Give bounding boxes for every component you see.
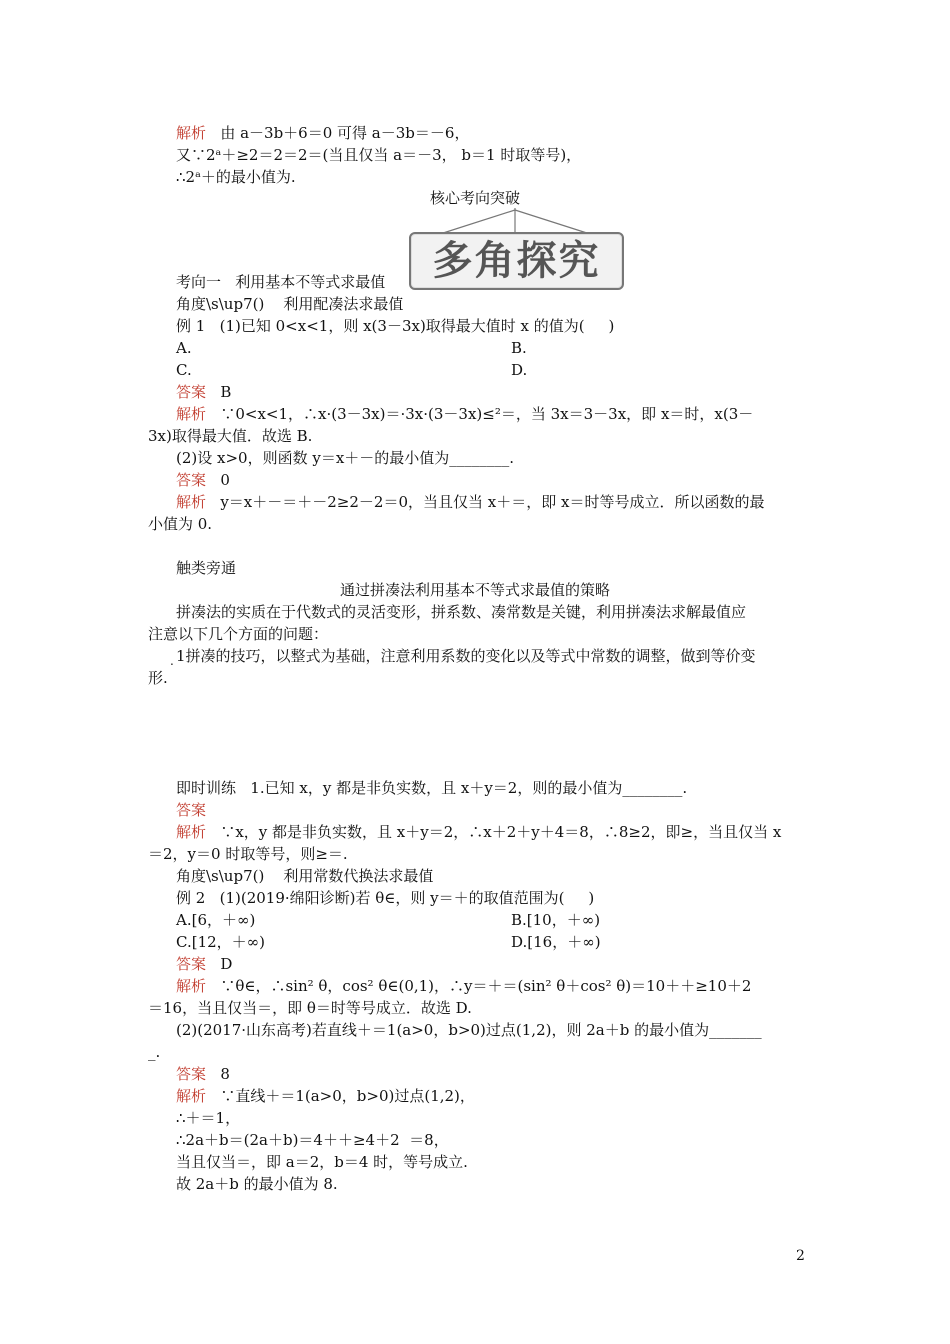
solution-line: 小值为 0.: [148, 515, 213, 533]
bullet-dot: .: [170, 654, 174, 668]
subheading: 角度\s\up7() 利用配凑法求最值: [176, 295, 404, 313]
question: _.: [148, 1043, 161, 1061]
answer-line: [176, 381, 231, 403]
strategy-text: 1拼凑的技巧，以整式为基础，注意利用系数的变化以及等式中常数的调整，做到等价变: [176, 647, 756, 665]
section-title: 核心考向突破: [429, 189, 520, 207]
solution-text: ∵x，y 都是非负实数，且 x＋y＝2，∴x＋2＋y＋4＝8，∴8≥2，即≥，当且仅当 x: [220, 823, 782, 841]
solution-line: ＝16，当且仅当＝，即 θ＝时等号成立．故选 D.: [148, 999, 472, 1017]
solution-text: y＝x＋－＝＋－2≥2－2＝0，当且仅当 x＋＝，即 x＝时等号成立．所以函数的最: [220, 493, 765, 511]
answer-value: 8: [220, 1065, 230, 1083]
answer-line: [176, 469, 230, 491]
strategy-text: 拼凑法的实质在于代数式的灵活变形，拼系数、凑常数是关键，利用拼凑法求解最值应: [176, 603, 747, 621]
example-question: 例 2 (1)(2019·绵阳诊断)若 θ∈，则 y＝＋的取值范围为( ): [176, 889, 595, 907]
banner: [409, 232, 624, 290]
solution-line: [176, 403, 753, 425]
question: (2)设 x>0，则函数 y＝x＋－的最小值为________.: [176, 449, 515, 467]
option-a: A.[6，＋∞): [176, 911, 256, 929]
example-question: 例 1 (1)已知 0<x<1，则 x(3－3x)取得最大值时 x 的值为( ): [176, 317, 615, 335]
answer-line: [176, 1063, 230, 1085]
option-c: C.[12，＋∞): [176, 933, 265, 951]
solution-line: ∴2a＋b＝(2a＋b)＝4＋＋≥4＋2 ＝8，: [176, 1131, 449, 1149]
solution-line: ∴2ᵃ＋的最小值为.: [176, 168, 296, 186]
analysis-tag: 解析: [176, 977, 207, 995]
option-b: B.: [511, 339, 527, 357]
banner-label: 多角探究: [432, 238, 601, 284]
answer-line: [176, 799, 206, 821]
solution-line: 又∵2ᵃ＋≥2＝2＝2＝(当且仅当 a＝－3， b＝1 时取等号)，: [176, 146, 582, 164]
question: (2)(2017·山东高考)若直线＋＝1(a>0，b>0)过点(1,2)，则 2a＋b 的最小值为_______: [176, 1021, 762, 1039]
option-b: B.[10，＋∞): [511, 911, 601, 929]
option-c: C.: [176, 361, 192, 379]
strategy-text: 形.: [148, 669, 168, 687]
solution-line: ＝2，y＝0 时取等号，则≥＝.: [148, 845, 348, 863]
solution-line: ∴＋＝1，: [176, 1109, 241, 1127]
answer-tag: 答案: [176, 801, 207, 819]
answer-value: B: [220, 383, 232, 401]
answer-value: D: [220, 955, 233, 973]
touch-heading: 触类旁通: [176, 559, 237, 577]
option-d: D.[16，＋∞): [511, 933, 601, 951]
solution-line: [176, 491, 764, 513]
solution-line: [176, 122, 469, 144]
answer-tag: 答案: [176, 383, 207, 401]
answer-tag: 答案: [176, 471, 207, 489]
option-a: A.: [176, 339, 192, 357]
heading: 考向一 利用基本不等式求最值: [176, 273, 386, 291]
solution-text: ∵θ∈，∴sin² θ，cos² θ∈(0,1)，∴y＝＋＝(sin² θ＋cos² θ)＝10＋＋≥10＋2: [220, 977, 752, 995]
solution-line: [176, 975, 751, 997]
answer-tag: 答案: [176, 1065, 207, 1083]
analysis-tag: 解析: [176, 493, 207, 511]
subheading: 角度\s\up7() 利用常数代换法求最值: [176, 867, 434, 885]
solution-line: [176, 821, 781, 843]
strategy-title: 通过拼凑法利用基本不等式求最值的策略: [339, 581, 610, 599]
solution-text: ∵0<x<1，∴x·(3－3x)＝·3x·(3－3x)≤²＝，当 3x＝3－3x，即 x＝时，x(3－: [220, 405, 754, 423]
answer-tag: 答案: [176, 955, 207, 973]
strategy-text: 注意以下几个方面的问题：: [148, 625, 329, 643]
analysis-tag: 解析: [176, 823, 207, 841]
answer-line: [176, 953, 232, 975]
analysis-tag: 解析: [176, 405, 207, 423]
solution-line: [176, 1085, 475, 1107]
solution-text: 由 a－3b＋6＝0 可得 a－3b＝－6，: [220, 124, 470, 142]
page-number: 2: [796, 1248, 805, 1264]
solution-line: 3x)取得最大值．故选 B.: [148, 427, 313, 445]
training-question: 即时训练 1.已知 x，y 都是非负实数，且 x＋y＝2，则的最小值为________.: [176, 779, 688, 797]
answer-value: 0: [220, 471, 230, 489]
option-d: D.: [511, 361, 528, 379]
solution-text: ∵直线＋＝1(a>0，b>0)过点(1,2)，: [220, 1087, 475, 1105]
solution-line: 当且仅当＝，即 a＝2，b＝4 时，等号成立.: [176, 1153, 468, 1171]
solution-line: 故 2a＋b 的最小值为 8.: [176, 1175, 338, 1193]
analysis-tag: 解析: [176, 1087, 207, 1105]
analysis-tag: 解析: [176, 124, 207, 142]
